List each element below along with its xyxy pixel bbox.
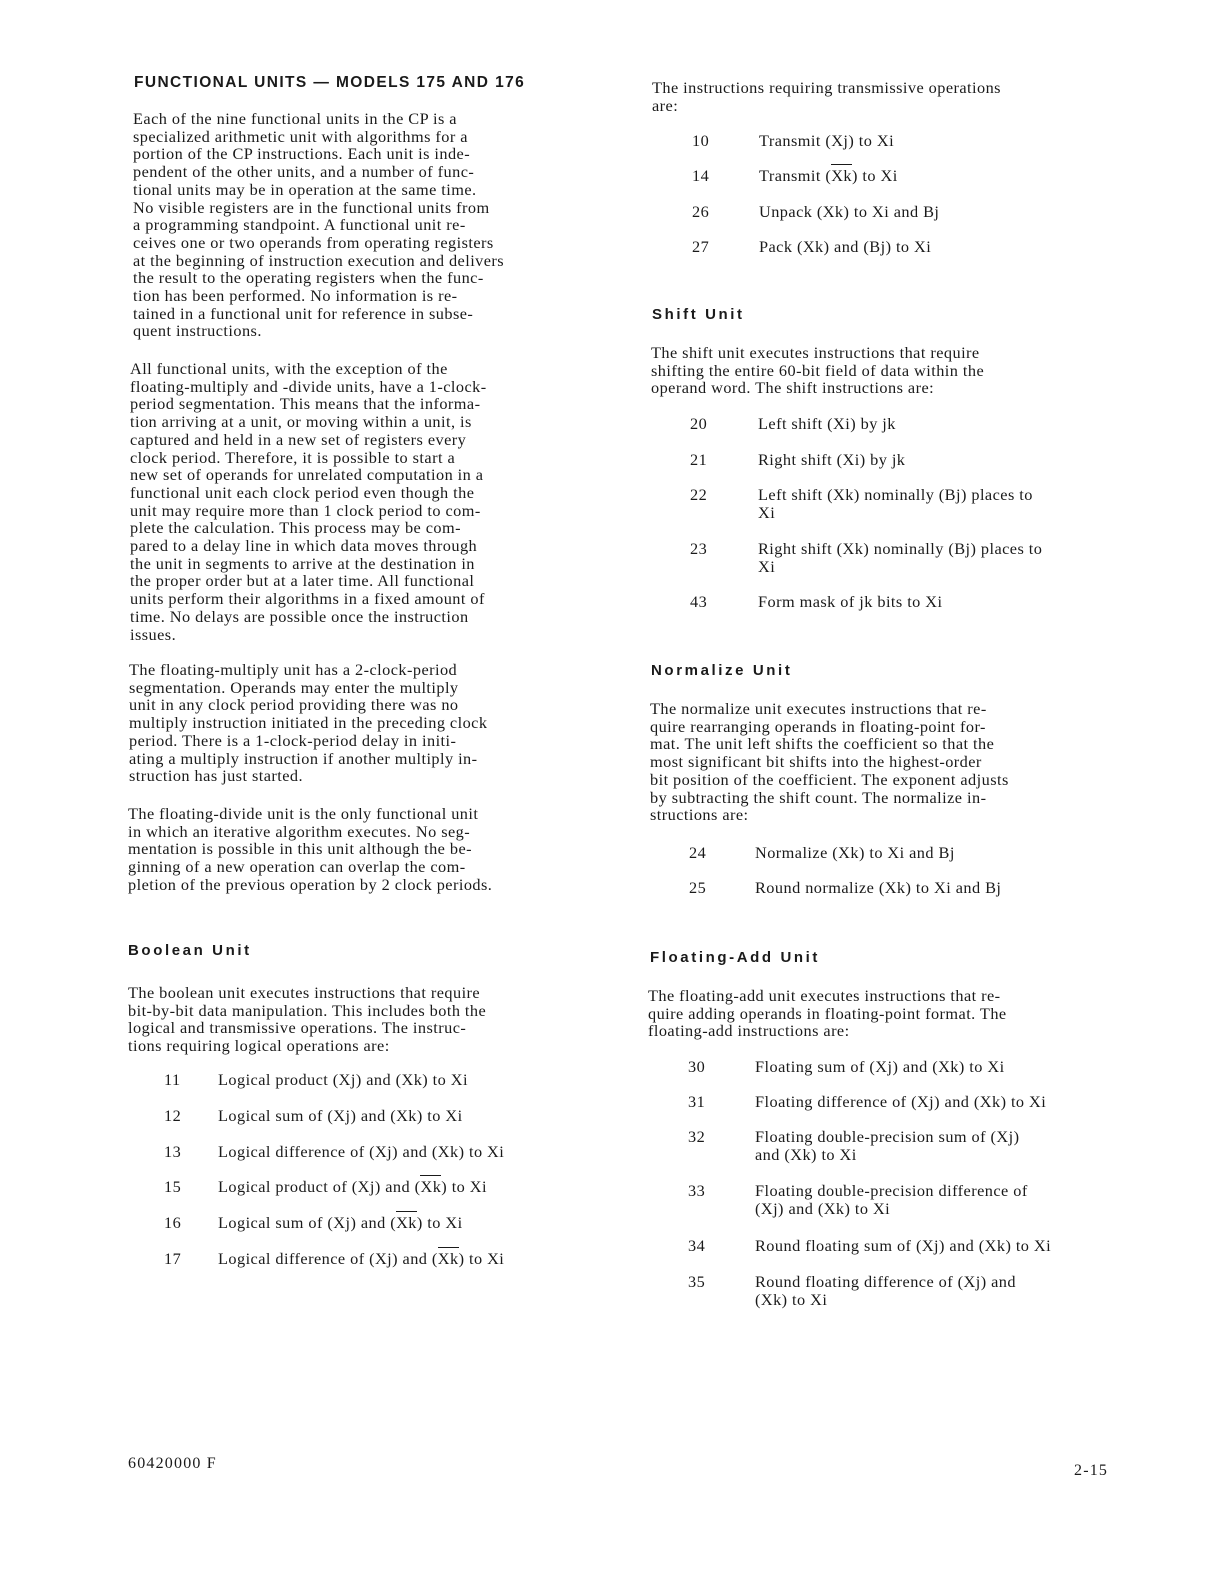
instruction-description [755, 1058, 1135, 1076]
instruction-code: 27 [692, 237, 710, 256]
instruction-code: 30 [688, 1057, 706, 1076]
instruction-description [218, 1178, 598, 1196]
instruction-code: 22 [690, 485, 708, 504]
instruction-text-suffix: ) to Xi [852, 166, 898, 185]
complement-operand: Xk [420, 1177, 442, 1196]
instruction-row [164, 1178, 618, 1218]
instruction-code: 31 [688, 1092, 706, 1111]
instruction-text-suffix: ) to Xi [441, 1177, 487, 1196]
instruction-text-suffix: ) to Xi [458, 1249, 505, 1268]
instruction-code: 34 [688, 1236, 706, 1255]
instruction-description [759, 167, 1139, 185]
instruction-row [689, 879, 1155, 919]
page-number: 2-15 [1074, 1462, 1109, 1479]
instruction-row [164, 1250, 618, 1290]
instruction-code: 21 [690, 450, 708, 469]
instruction-text: Floating sum of (Xj) and (Xk) to Xi [755, 1057, 1005, 1076]
instruction-description [755, 879, 1135, 897]
instruction-code: 15 [164, 1177, 182, 1196]
instruction-text: Floating double-precision difference of (Xj) and (Xk) to Xi [755, 1181, 1028, 1218]
paragraph-shift-intro: The shift unit executes instructions that require shifting the entire 60-bit field of data within the operand word. The shift instructions are: [651, 343, 985, 398]
instruction-description [218, 1250, 598, 1268]
instruction-description [755, 1182, 1135, 1217]
instruction-text: Transmit (Xj) to Xi [759, 131, 895, 150]
complement-operand: Xk [437, 1249, 459, 1268]
instruction-description [755, 1128, 1135, 1163]
instruction-description [759, 203, 1139, 221]
instruction-text: Pack (Xk) and (Bj) to Xi [759, 237, 932, 256]
instruction-text: Logical sum of (Xj) and ( [218, 1213, 397, 1232]
instruction-text: Logical product (Xj) and (Xk) to Xi [218, 1070, 468, 1089]
instruction-row [690, 415, 1158, 455]
paragraph-normalize-intro: The normalize unit executes instructions that re- quire rearranging operands in floating-point for- mat. The unit left shifts the coefficient so that the most significant bit shifts into the highest-order bit position of the coefficient. The exponent adjusts by subtracting the shift count. The normalize in- structions are: [650, 699, 1009, 825]
instruction-row [690, 593, 1158, 633]
heading-normalize-unit: Normalize Unit [651, 662, 793, 679]
instruction-code: 17 [164, 1249, 182, 1268]
instruction-description [758, 540, 1138, 575]
heading-floating-add-unit: Floating-Add Unit [650, 949, 821, 966]
instruction-description [758, 415, 1138, 433]
instruction-row [164, 1107, 618, 1147]
instruction-text: Unpack (Xk) to Xi and Bj [759, 202, 940, 221]
instruction-code: 35 [688, 1272, 706, 1291]
instruction-text: Floating difference of (Xj) and (Xk) to Xi [755, 1092, 1047, 1111]
paragraph-segmentation: All functional units, with the exception of the floating-multiply and -divide units, have a 1-clock- period segmentation. This means that the informa- tion arriving at a unit, or moving within a unit, is captured and held in a new set of registers every clock period. Therefore, it is possible to start a new set of operands for unrelated computation in a functional unit each clock period even though the unit may require more than 1 clock period to com- plete the calculation. This process may be com- pared to a delay line in which data moves through the unit in segments to arrive at the destination in the proper order but at a later time. All functional units perform their algorithms in a fixed amount of time. No delays are possible once the instruction issues. [130, 359, 487, 644]
instruction-description [218, 1214, 598, 1232]
instruction-row [688, 1237, 1155, 1277]
instruction-row [692, 238, 1159, 278]
complement-operand: Xk [831, 166, 853, 185]
instruction-text: Right shift (Xk) nominally (Bj) places to Xi [758, 539, 1043, 576]
instruction-code: 12 [164, 1106, 182, 1125]
instruction-row [164, 1214, 618, 1254]
instruction-description [755, 1273, 1135, 1308]
instruction-text: Logical difference of (Xj) and (Xk) to Xi [218, 1142, 505, 1161]
instruction-description [218, 1107, 598, 1125]
instruction-description [218, 1071, 598, 1089]
instruction-code: 14 [692, 166, 710, 185]
instruction-description [755, 844, 1135, 862]
instruction-code: 23 [690, 539, 708, 558]
instruction-description [758, 593, 1138, 611]
paragraph-functional-units-intro: Each of the nine functional units in the CP is a specialized arithmetic unit with algorithms for a portion of the CP instructions. Each unit is inde- pendent of the other units, and a number of func- tional units may be in operation at the same time. No visible registers are in the functional units from a programming standpoint. A functional unit re- ceives one or two operands from operating registers at the beginning of instruction execution and delivers the result to the operating registers when the func- tion has been performed. No information is re- tained in a functional unit for reference in subse- quent instructions. [133, 109, 505, 341]
instruction-description [759, 132, 1139, 150]
instruction-description [758, 486, 1138, 521]
instruction-row [164, 1071, 618, 1111]
instruction-code: 11 [164, 1070, 181, 1089]
section-heading-functional-units: FUNCTIONAL UNITS — MODELS 175 AND 176 [134, 74, 526, 91]
paragraph-floating-add-intro: The floating-add unit executes instructions that re- quire adding operands in floating-point format. The floating-add instructions are: [648, 986, 1007, 1041]
instruction-description [758, 451, 1138, 469]
instruction-text: Logical difference of (Xj) and ( [218, 1249, 438, 1268]
complement-operand: Xk [396, 1213, 417, 1232]
instruction-description [755, 1093, 1135, 1111]
instruction-code: 10 [692, 131, 710, 150]
instruction-text: Floating double-precision sum of (Xj) and (Xk) to Xi [755, 1127, 1020, 1164]
instruction-description [755, 1237, 1135, 1255]
instruction-code: 16 [164, 1213, 182, 1232]
instruction-description [218, 1143, 598, 1161]
instruction-code: 25 [689, 878, 707, 897]
instruction-row [690, 540, 1158, 580]
paragraph-transmissive-intro: The instructions requiring transmissive operations are: [652, 78, 1001, 115]
instruction-text: Transmit ( [759, 166, 832, 185]
instruction-row [690, 486, 1158, 526]
instruction-text: Form mask of jk bits to Xi [758, 592, 943, 611]
instruction-text: Logical sum of (Xj) and (Xk) to Xi [218, 1106, 463, 1125]
instruction-code: 33 [688, 1181, 706, 1200]
document-number: 60420000 F [128, 1455, 217, 1472]
instruction-text-suffix: ) to Xi [416, 1213, 463, 1232]
instruction-text: Round floating difference of (Xj) and (Xk) to Xi [755, 1272, 1016, 1309]
instruction-text: Left shift (Xi) by jk [758, 414, 896, 433]
instruction-code: 26 [692, 202, 710, 221]
instruction-text: Right shift (Xi) by jk [758, 450, 906, 469]
instruction-description [759, 238, 1139, 256]
instruction-row [688, 1273, 1155, 1313]
instruction-row [692, 167, 1159, 207]
paragraph-floating-multiply: The floating-multiply unit has a 2-clock-period segmentation. Operands may enter the multiply unit in any clock period providing there was no multiply instruction initiated in the preceding clock period. There is a 1-clock-period delay in initi- ating a multiply instruction if another multiply in- struction has just started. [129, 660, 488, 786]
instruction-code: 32 [688, 1127, 706, 1146]
instruction-code: 43 [690, 592, 708, 611]
instruction-code: 24 [689, 843, 707, 862]
instruction-code: 13 [164, 1142, 182, 1161]
paragraph-boolean-intro: The boolean unit executes instructions that require bit-by-bit data manipulation. This includes both the logical and transmissive operations. The instruc- tions requiring logical operations are: [128, 983, 487, 1056]
heading-shift-unit: Shift Unit [652, 306, 745, 323]
instruction-row [688, 1182, 1155, 1222]
instruction-text: Normalize (Xk) to Xi and Bj [755, 843, 955, 862]
instruction-code: 20 [690, 414, 708, 433]
instruction-text: Round normalize (Xk) to Xi and Bj [755, 878, 1002, 897]
instruction-text: Round floating sum of (Xj) and (Xk) to Xi [755, 1236, 1052, 1255]
instruction-row [688, 1128, 1155, 1168]
instruction-text: Logical product of (Xj) and ( [218, 1177, 421, 1196]
instruction-text: Left shift (Xk) nominally (Bj) places to Xi [758, 485, 1033, 522]
paragraph-floating-divide: The floating-divide unit is the only functional unit in which an iterative algorithm executes. No seg- mentation is possible in this unit although the be- ginning of a new operation can overlap the com- pletion of the previous operation by 2 clock periods. [128, 804, 493, 894]
heading-boolean-unit: Boolean Unit [128, 942, 252, 959]
